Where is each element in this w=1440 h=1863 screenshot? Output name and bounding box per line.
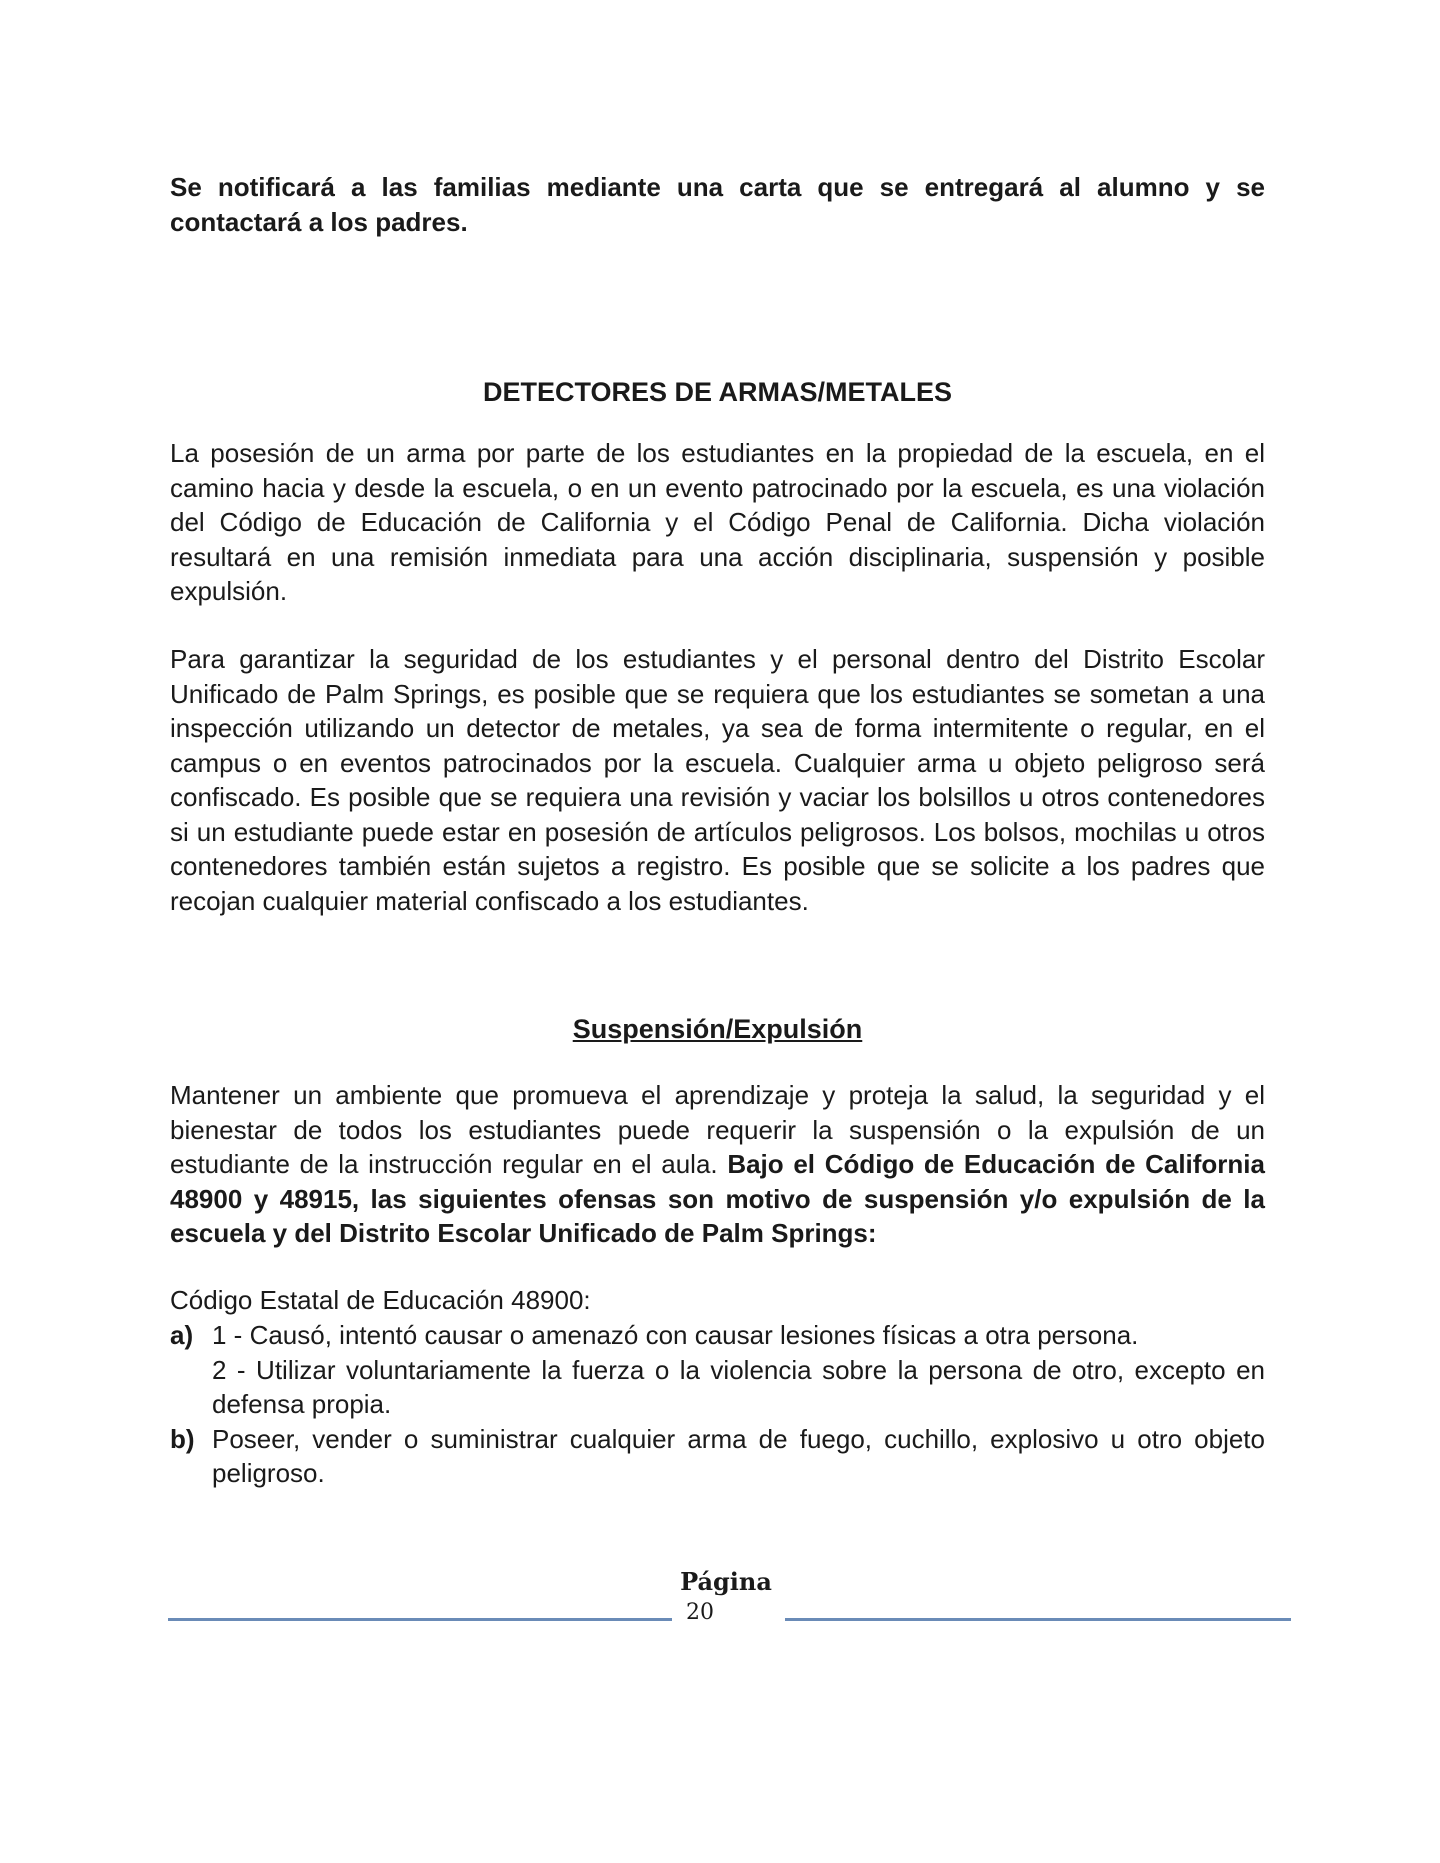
code-title: Código Estatal de Educación 48900: bbox=[170, 1285, 591, 1315]
list-item-line: 1 - Causó, intentó causar o amenazó con causar lesiones físicas a otra persona. bbox=[212, 1320, 1139, 1350]
offense-list bbox=[170, 1318, 1265, 1491]
suspension-paragraph-regular: Mantener un ambiente que promueva el aprendizaje y proteja la salud, la seguridad y el bienestar de todos los estudiantes puede requerir la suspensión o la expulsión de un estudiante de la instrucción regular en el aula. bbox=[170, 1080, 1265, 1179]
footer-page-number: 20 bbox=[686, 1600, 714, 1625]
suspension-paragraph-bold: Bajo el Código de Educación de California 48900 y 48915, las siguientes ofensas son motivo de suspensión y/o expulsión de la escuela y del Distrito Escolar Unificado de Palm Springs: bbox=[170, 1149, 1265, 1248]
list-item bbox=[170, 1422, 1265, 1491]
list-marker: a) bbox=[170, 1320, 194, 1350]
weapons-paragraph-1: La posesión de un arma por parte de los estudiantes en la propiedad de la escuela, en el camino hacia y desde la escuela, o en un evento patrocinado por la escuela, es una violación del Código de Educación de California y el Código Penal de California. Dicha violación resultará en una remisión inmediata para una acción disciplinaria, suspensión y posible expulsión. bbox=[170, 438, 1265, 606]
weapons-paragraph-2: Para garantizar la seguridad de los estudiantes y el personal dentro del Distrito Escolar Unificado de Palm Springs, es posible que se requiera que los estudiantes se sometan a una inspección utilizando un detector de metales, ya sea de forma intermitente o regular, en el campus o en eventos patrocinados por la escuela. Cualquier arma u objeto peligroso será confiscado. Es posible que se requiera una revisión y vaciar los bolsillos u otros contenedores si un estudiante puede estar en posesión de artículos peligrosos. Los bolsos, mochilas u otros contenedores también están sujetos a registro. Es posible que se solicite a los padres que recojan cualquier material confiscado a los estudiantes. bbox=[170, 644, 1265, 916]
footer-page-label: Página bbox=[680, 1567, 772, 1596]
section-heading-suspension: Suspensión/Expulsión bbox=[572, 1014, 863, 1044]
list-item bbox=[170, 1318, 1265, 1422]
section-heading-weapons: DETECTORES DE ARMAS/METALES bbox=[482, 377, 953, 407]
list-item-line: Poseer, vender o suministrar cualquier arma de fuego, cuchillo, explosivo u otro objeto peligroso. bbox=[212, 1423, 1265, 1488]
footer-rule-left bbox=[168, 1618, 672, 1621]
list-marker: b) bbox=[170, 1423, 195, 1454]
footer-rule-right bbox=[785, 1618, 1291, 1621]
suspension-paragraph bbox=[170, 1078, 1265, 1251]
list-item-line: 2 - Utilizar voluntariamente la fuerza o la violencia sobre la persona de otro, excepto en defensa propia. bbox=[212, 1354, 1265, 1419]
intro-paragraph: Se notificará a las familias mediante una carta que se entregará al alumno y se contactará a los padres. bbox=[170, 172, 1265, 237]
